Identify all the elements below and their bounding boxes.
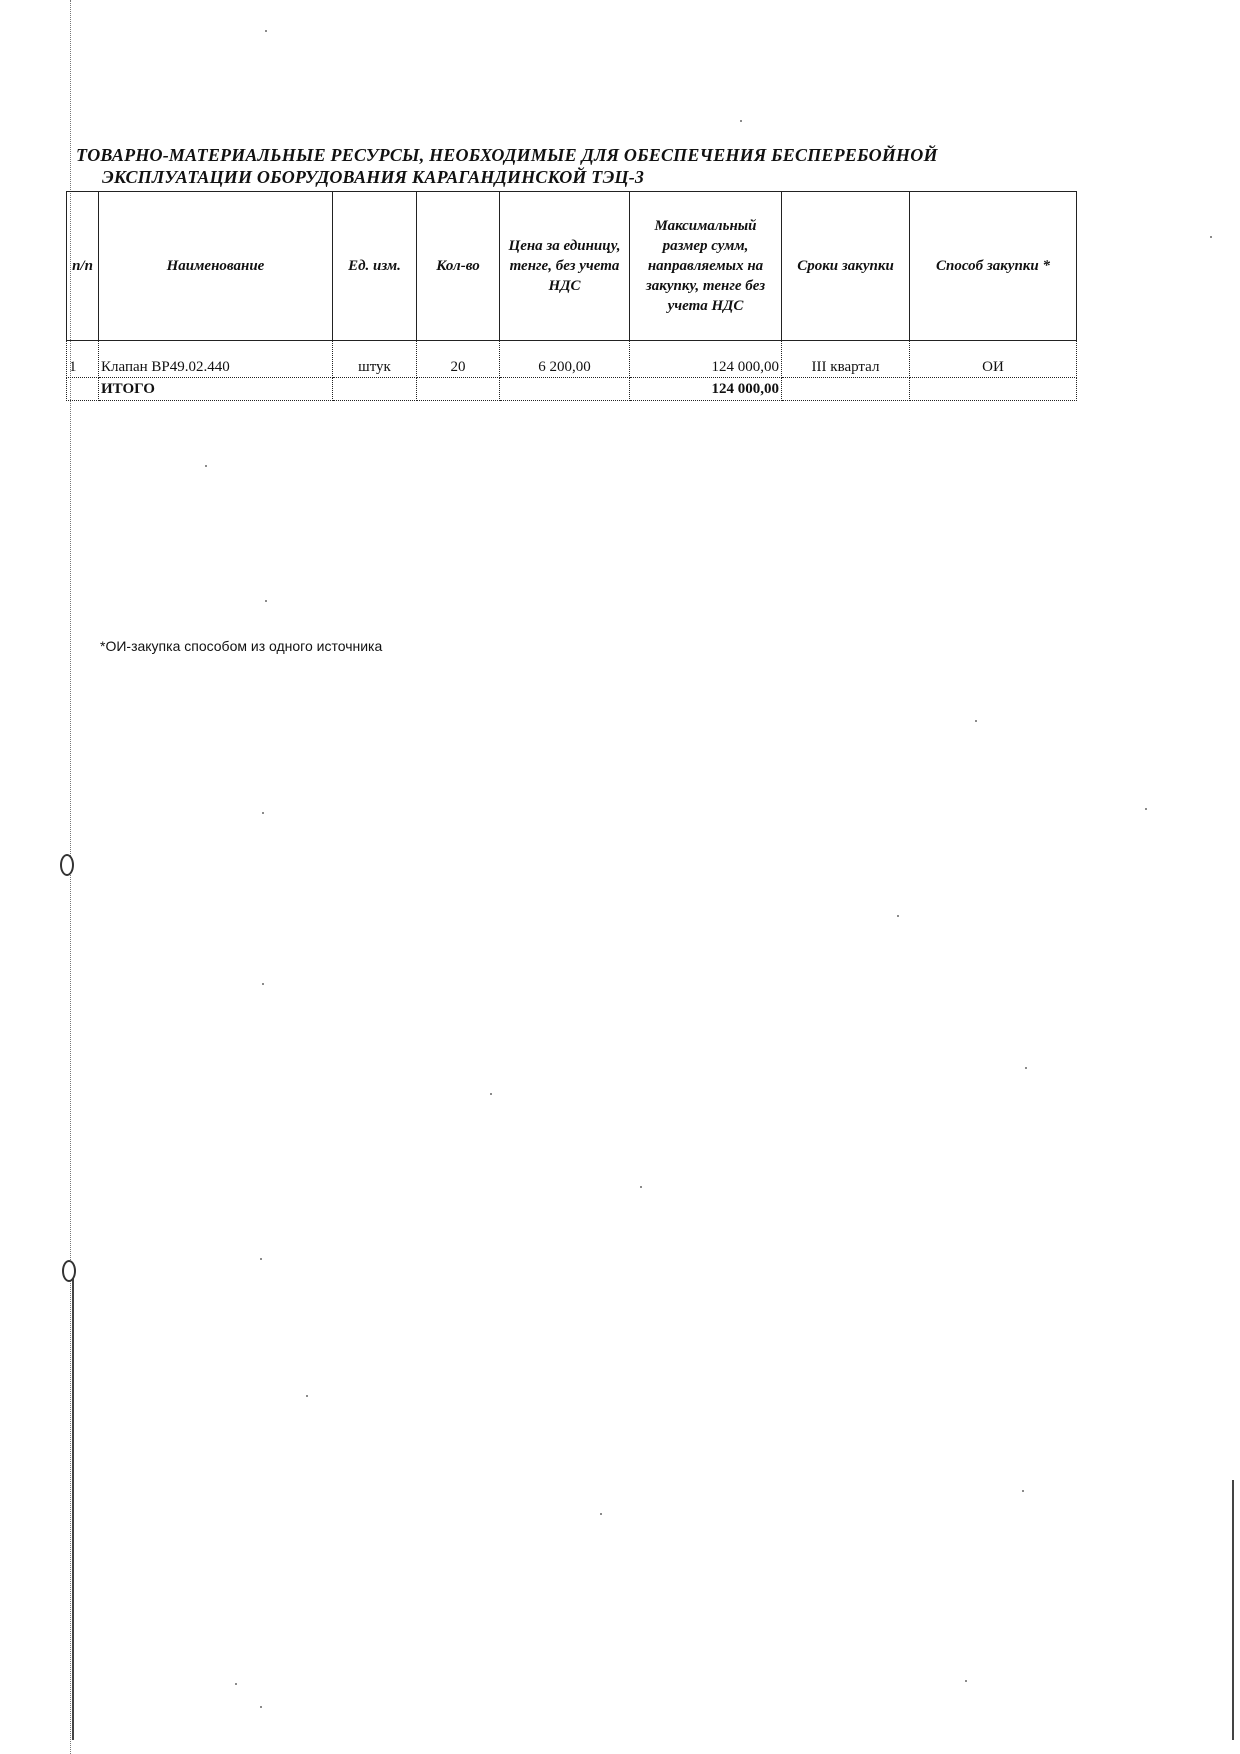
scan-speck: [1145, 808, 1147, 810]
cell-name: Клапан ВР49.02.440: [99, 341, 333, 378]
total-max-sum: 124 000,00: [630, 378, 782, 401]
scan-speck: [600, 1513, 602, 1515]
scan-speck: [975, 720, 977, 722]
title-line-1: ТОВАРНО-МАТЕРИАЛЬНЫЕ РЕСУРСЫ, НЕОБХОДИМЫЕ ДЛЯ ОБЕСПЕЧЕНИЯ БЕСПЕРЕБОЙНОЙ: [76, 145, 938, 165]
document-title: [76, 144, 1076, 188]
header-num: п/п: [67, 192, 99, 341]
total-cell-empty: [500, 378, 630, 401]
total-cell-empty: [333, 378, 417, 401]
resources-table: [66, 191, 1077, 401]
scan-speck: [1022, 1490, 1024, 1492]
total-cell-empty: [67, 378, 99, 401]
cell-price: 6 200,00: [500, 341, 630, 378]
cell-max-sum: 124 000,00: [630, 341, 782, 378]
cell-terms: III квартал: [782, 341, 910, 378]
total-label: ИТОГО: [99, 378, 333, 401]
cell-qty: 20: [417, 341, 500, 378]
header-name: Наименование: [99, 192, 333, 341]
scan-speck: [265, 30, 267, 32]
scan-edge-line: [72, 1270, 74, 1740]
table-header-row: [67, 192, 1077, 341]
total-cell-empty: [417, 378, 500, 401]
punch-hole-icon: [60, 854, 74, 876]
header-method: Способ закупки *: [910, 192, 1077, 341]
cell-method: ОИ: [910, 341, 1077, 378]
scan-speck: [490, 1093, 492, 1095]
scan-speck: [265, 600, 267, 602]
header-unit: Ед. изм.: [333, 192, 417, 341]
scan-speck: [260, 1706, 262, 1708]
header-qty: Кол-во: [417, 192, 500, 341]
scan-speck: [640, 1186, 642, 1188]
scan-speck: [897, 915, 899, 917]
scan-speck: [260, 1258, 262, 1260]
total-cell-empty: [910, 378, 1077, 401]
total-cell-empty: [782, 378, 910, 401]
header-terms: Сроки закупки: [782, 192, 910, 341]
scan-speck: [306, 1395, 308, 1397]
scan-speck: [965, 1680, 967, 1682]
punch-hole-icon: [62, 1260, 76, 1282]
scan-speck: [1210, 236, 1212, 238]
scan-edge-line: [1232, 1480, 1234, 1740]
cell-num: 1: [67, 341, 99, 378]
title-line-2: ЭКСПЛУАТАЦИИ ОБОРУДОВАНИЯ КАРАГАНДИНСКОЙ ТЭЦ-3: [102, 167, 645, 187]
footnote: *ОИ-закупка способом из одного источника: [100, 638, 383, 654]
cell-unit: штук: [333, 341, 417, 378]
scan-speck: [205, 465, 207, 467]
scan-speck: [740, 120, 742, 122]
scan-speck: [235, 1683, 237, 1685]
header-max-sum: Максимальный размер сумм, направляемых на закупку, тенге без учета НДС: [630, 192, 782, 341]
header-price: Цена за единицу, тенге, без учета НДС: [500, 192, 630, 341]
scan-speck: [1025, 1067, 1027, 1069]
total-row: [67, 378, 1077, 401]
scan-speck: [262, 983, 264, 985]
scan-speck: [262, 812, 264, 814]
table-row: [67, 341, 1077, 378]
